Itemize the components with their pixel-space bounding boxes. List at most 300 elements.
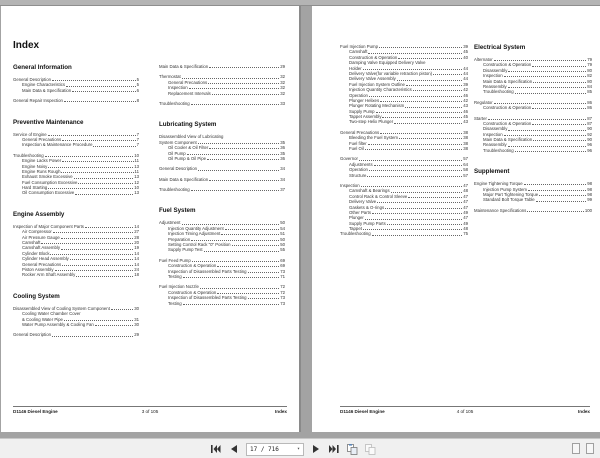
entry-title: Maintenance Specifications (474, 207, 527, 213)
entry-page-number: 40 (463, 54, 468, 60)
dot-leader (508, 146, 587, 147)
entry-page-number: 79 (587, 56, 592, 62)
index-group (159, 220, 285, 252)
dot-leader (504, 76, 587, 77)
dot-leader (413, 90, 462, 91)
entry-title: Inspection (168, 85, 188, 91)
dot-leader (72, 91, 135, 92)
entry-page-number: 36 (280, 145, 285, 151)
dot-leader (368, 53, 462, 54)
dot-leader (66, 86, 136, 87)
entry-title: Camshaft (22, 240, 41, 246)
entry-title: Camshaft Assembly (22, 245, 60, 251)
dot-leader (365, 149, 462, 150)
copy-icon (347, 444, 358, 455)
dropdown-arrow-icon[interactable]: ▾ (296, 446, 300, 452)
dot-leader (189, 88, 280, 89)
entry-page-number: 33 (280, 100, 285, 106)
index-entry[interactable] (159, 177, 285, 182)
entry-title: Inspection (340, 182, 360, 188)
dot-leader (532, 108, 586, 109)
entry-page-number: 46 (463, 92, 468, 98)
entry-page-number: 96 (587, 142, 592, 148)
entry-title: Troubleshooting (483, 147, 514, 153)
entry-page-number: 34 (280, 166, 285, 172)
index-group (474, 116, 592, 154)
section-spacer (159, 197, 285, 207)
entry-page-number: 27 (134, 229, 139, 235)
entry-title: Damping Valve Equipped Delivery Valve (349, 60, 426, 66)
dot-leader (372, 235, 463, 236)
first-page-button[interactable] (210, 443, 222, 455)
dot-leader (207, 159, 279, 160)
dot-leader (369, 96, 462, 97)
index-group (13, 306, 139, 328)
index-group (159, 177, 285, 182)
entry-title: Plunger (349, 215, 364, 221)
entry-title: Injection Quantity Characteristics (349, 87, 412, 93)
single-page-view-icon[interactable] (572, 443, 580, 454)
entry-title: Main Data & Specification (159, 63, 209, 69)
entry-page-number: 50 (280, 220, 285, 226)
entry-title: Troubleshooting (159, 187, 190, 193)
next-page-icon (313, 445, 319, 453)
entry-page-number: 38 (463, 129, 468, 135)
navigation-toolbar (0, 438, 600, 458)
dot-leader (61, 238, 133, 239)
entry-title: Fuel filter (349, 140, 367, 146)
entry-page-number: 29 (280, 63, 285, 69)
dot-leader (53, 232, 133, 233)
index-entry[interactable] (340, 173, 468, 178)
previous-page-icon (231, 445, 237, 453)
dot-leader (48, 167, 133, 168)
dot-leader (93, 146, 135, 147)
entry-page-number: 28 (134, 234, 139, 240)
index-group (340, 130, 468, 152)
entry-page-number: 79 (587, 62, 592, 68)
dot-leader (248, 272, 280, 273)
dot-leader (191, 240, 279, 241)
dot-leader (539, 195, 586, 196)
dot-leader (221, 234, 279, 235)
entry-page-number: 72 (280, 284, 285, 290)
index-group (13, 98, 139, 103)
index-entry[interactable] (340, 232, 468, 237)
footer-section: Index (274, 409, 287, 414)
entry-title: Injection Timing Adjustment (168, 231, 221, 237)
dot-leader (62, 161, 133, 162)
entry-title: Reassembly (483, 83, 507, 89)
entry-page-number: 12 (134, 179, 139, 185)
entry-title: Fuel Consumption Excessive (22, 179, 78, 185)
entry-title: Fuel Injection Nozzle (159, 284, 199, 290)
entry-page-number: 11 (134, 158, 139, 164)
entry-title: Troubleshooting (13, 152, 44, 158)
entry-page-number: 80 (587, 67, 592, 73)
entry-page-number: 96 (587, 147, 592, 153)
dot-leader (532, 66, 586, 67)
entry-title: Construction & Operation (168, 263, 217, 269)
entry-title: Inspection (483, 73, 503, 79)
entry-title: Inspection & Maintenance Procedure (22, 142, 93, 148)
entry-page-number: 30 (134, 321, 139, 327)
dot-leader (75, 194, 133, 195)
dot-leader (50, 254, 133, 255)
dot-leader (372, 213, 462, 214)
entry-title: Starter (474, 115, 487, 121)
dot-leader (62, 265, 133, 266)
entry-title: Tappet (349, 226, 362, 232)
index-group (474, 208, 592, 213)
index-entry[interactable] (159, 64, 285, 69)
entry-page-number: 47 (463, 182, 468, 188)
dot-leader (380, 101, 462, 102)
entry-page-number: 47 (463, 199, 468, 205)
index-entry[interactable] (159, 91, 285, 96)
entry-title: Supply Pump Test (168, 247, 203, 253)
index-entry[interactable] (13, 190, 139, 195)
entry-page-number: 38 (463, 140, 468, 146)
entry-title: & Cooling Water Pipe (22, 316, 63, 322)
entry-page-number: 7 (136, 131, 139, 137)
dot-leader (532, 124, 586, 125)
entry-title: Major Part Tightening Torque (483, 192, 539, 198)
dot-leader (363, 69, 463, 70)
entry-page-number: 80 (587, 78, 592, 84)
entry-page-number: 44 (463, 65, 468, 71)
section-spacer (13, 109, 139, 119)
entry-title: Water Pump Assembly & Cooling Fan (22, 321, 94, 327)
dot-leader (78, 183, 133, 184)
entry-page-number: 48 (463, 188, 468, 194)
entry-title: Adjustment (159, 220, 181, 226)
entry-page-number: 50 (280, 236, 285, 242)
last-page-icon (329, 445, 339, 453)
index-group (474, 100, 592, 111)
entry-title: Setting Control Rack "0" Position (168, 242, 231, 248)
index-group (159, 258, 285, 280)
entry-page-number: 45 (463, 114, 468, 120)
dot-leader (198, 143, 279, 144)
index-entry[interactable] (13, 142, 139, 147)
footer-section: Index (577, 409, 590, 414)
index-entry[interactable] (159, 101, 285, 106)
entry-page-number: 58 (463, 167, 468, 173)
entry-title: Fuel Injection System Outline (349, 81, 405, 87)
entry-title: Structure (349, 172, 367, 178)
entry-page-number: 46 (463, 108, 468, 114)
index-group (340, 156, 468, 178)
dot-leader (394, 123, 462, 124)
section-heading: Electrical System (474, 44, 526, 51)
section-spacer (13, 283, 139, 293)
entry-page-number: 14 (134, 256, 139, 262)
index-entry[interactable] (159, 166, 285, 171)
entry-page-number: 57 (463, 156, 468, 162)
entry-page-number: 20 (134, 240, 139, 246)
entry-title: Engine Lacks Power (22, 158, 62, 164)
index-column-2 (474, 44, 592, 228)
entry-title: Reassembly (483, 142, 507, 148)
dot-leader (191, 190, 280, 191)
index-group (474, 181, 592, 203)
dot-leader (74, 178, 134, 179)
entry-title: Air Pressure Gauge (22, 234, 60, 240)
entry-title: Piston Assembly (22, 266, 54, 272)
entry-page-number: 86 (587, 105, 592, 111)
entry-title: Tappet Assembly (349, 114, 382, 120)
index-entry[interactable] (159, 274, 285, 279)
bookmark-view-icon[interactable] (586, 443, 594, 454)
dot-leader (359, 160, 462, 161)
entry-page-number: 98 (587, 186, 592, 192)
section-heading: Supplement (474, 168, 510, 176)
last-page-button[interactable] (328, 443, 340, 455)
section-heading: General Information (13, 64, 72, 71)
dot-leader (385, 208, 462, 209)
section-spacer (474, 158, 592, 168)
entry-page-number: 92 (587, 131, 592, 137)
entry-page-number: 29 (134, 332, 139, 338)
entry-title: Disassembly (483, 126, 508, 132)
entry-title: Standard Bolt Torque Table (483, 197, 535, 203)
dot-leader (524, 184, 587, 185)
page-number-input[interactable] (246, 443, 304, 456)
index-entry[interactable] (13, 88, 139, 93)
previous-page-button[interactable] (228, 443, 240, 455)
index-entry[interactable] (474, 197, 592, 202)
entry-page-number: 8 (136, 98, 139, 104)
entry-title: Inspection of Disassembled Parts Testing (168, 268, 247, 274)
entry-title: Control Rack & Control Sleeve (349, 193, 408, 199)
index-entry[interactable] (340, 119, 468, 124)
entry-title: Camshaft & Bearings (349, 188, 390, 194)
entry-page-number: 64 (463, 161, 468, 167)
entry-title: Main Data & Specification (483, 137, 533, 143)
entry-page-number: 49 (463, 209, 468, 215)
section-heading: Lubricating System (159, 121, 217, 129)
entry-title: Preparation (168, 236, 191, 242)
entry-title: Camshaft (349, 49, 368, 55)
entry-title: Operation (349, 92, 368, 98)
entry-title: Cylinder Block (22, 250, 50, 256)
entry-title: General Description (159, 166, 197, 172)
next-page-button[interactable] (310, 443, 322, 455)
dot-leader (248, 298, 280, 299)
dot-leader (361, 186, 463, 187)
entry-title: Hard Starting (22, 185, 48, 191)
index-group (159, 166, 285, 171)
dot-leader (397, 80, 462, 81)
entry-page-number: 14 (134, 261, 139, 267)
dot-leader (41, 243, 133, 244)
dot-leader (494, 60, 587, 61)
index-entry[interactable] (159, 301, 285, 306)
entry-title: Construction & Operation (483, 62, 532, 68)
entry-page-number: 98 (587, 192, 592, 198)
dot-leader (433, 74, 462, 75)
entry-title: Cylinder Head Assembly (22, 256, 69, 262)
entry-title: Delivery Valve Assembly (349, 76, 396, 82)
entry-title: General Repair Inspection (13, 98, 63, 104)
entry-page-number: 71 (280, 273, 285, 279)
entry-page-number: 5 (136, 82, 139, 88)
entry-title: Two-step Helix Plunger (349, 119, 394, 125)
entry-title: Disassembly (483, 67, 508, 73)
entry-page-number: 32 (280, 85, 285, 91)
entry-page-number: 10 (134, 185, 139, 191)
entry-title: Oil Pump & Oil Pipe (168, 155, 206, 161)
entry-page-number: 13 (134, 190, 139, 196)
dot-leader (398, 58, 462, 59)
entry-page-number: 44 (463, 76, 468, 82)
index-group (159, 134, 285, 161)
entry-title: Construction & Operation (349, 54, 398, 60)
dot-leader (64, 320, 133, 321)
entry-title: Supply Pump Parts (349, 220, 386, 226)
entry-page-number: 99 (587, 197, 592, 203)
paste-page-button[interactable] (364, 443, 376, 455)
entry-title: Construction & Operation (483, 105, 532, 111)
dot-leader (363, 229, 462, 230)
entry-page-number: 49 (463, 220, 468, 226)
dot-leader (76, 276, 133, 277)
index-entry[interactable] (13, 332, 139, 337)
dot-leader (52, 336, 133, 337)
section-spacer (340, 242, 468, 252)
copy-page-button[interactable] (346, 443, 358, 455)
index-entry[interactable] (474, 208, 592, 213)
entry-page-number: 39 (463, 81, 468, 87)
entry-page-number: 43 (463, 103, 468, 109)
index-entry[interactable] (340, 146, 468, 151)
entry-page-number: 55 (280, 247, 285, 253)
section-heading: Preventive Maintenance (13, 118, 84, 126)
index-entry[interactable] (13, 272, 139, 277)
entry-page-number: 73 (280, 268, 285, 274)
entry-page-number: 44 (463, 70, 468, 76)
dot-leader (533, 140, 586, 141)
entry-title: General Precautions (22, 136, 62, 142)
section-spacer (474, 218, 592, 228)
entry-page-number: 42 (463, 97, 468, 103)
index-entry[interactable] (474, 105, 592, 110)
dot-leader (187, 154, 280, 155)
entry-title: Plunger Helixes (349, 97, 380, 103)
dot-leader (191, 104, 280, 105)
dot-leader (225, 229, 280, 230)
index-entry[interactable] (13, 322, 139, 327)
entry-page-number: 47 (463, 215, 468, 221)
index-entry[interactable] (474, 89, 592, 94)
entry-title: Supply Pump (349, 108, 375, 114)
entry-title: Adjustments (349, 161, 373, 167)
dot-leader (209, 67, 279, 68)
entry-title: Bleeding the Fuel System (349, 135, 398, 141)
dot-leader (182, 224, 280, 225)
entry-page-number: 31 (134, 316, 139, 322)
footer-document-name: D1146 Diesel Engine (13, 409, 58, 414)
section-heading: Fuel System (159, 207, 196, 215)
entry-title: Air Compressor (22, 229, 52, 235)
index-column-1 (13, 64, 139, 353)
entry-title: General Description (13, 332, 51, 338)
entry-page-number: 35 (280, 139, 285, 145)
index-group (340, 183, 468, 237)
dot-leader (533, 82, 586, 83)
entry-page-number: 50 (280, 242, 285, 248)
entry-page-number: 73 (280, 300, 285, 306)
entry-title: Inspection (483, 131, 503, 137)
entry-title: Engine Tightening Torque (474, 181, 523, 187)
dot-leader (504, 135, 587, 136)
entry-page-number: 87 (587, 120, 592, 126)
dot-leader (192, 261, 279, 262)
dot-leader (408, 197, 462, 198)
entry-title: Holder (349, 65, 362, 71)
section-spacer (159, 111, 285, 121)
entry-page-number: 69 (280, 263, 285, 269)
dot-leader (217, 293, 279, 294)
index-entry[interactable] (159, 156, 285, 161)
entry-page-number: 11 (134, 168, 139, 174)
entry-page-number: 34 (280, 176, 285, 182)
dot-leader (406, 85, 462, 86)
footer-page-number: 4 of 105 (456, 409, 474, 414)
index-entry[interactable] (474, 148, 592, 153)
section-heading: Engine Assembly (13, 210, 65, 218)
entry-title: Delivery Valve(for variable retraction piston) (349, 70, 433, 76)
dot-leader (64, 101, 136, 102)
index-group (13, 77, 139, 93)
entry-title: Construction & Operation (483, 120, 532, 126)
entry-page-number: 72 (280, 289, 285, 295)
entry-page-number: 47 (463, 193, 468, 199)
entry-title: System Component (159, 139, 197, 145)
dot-leader (527, 211, 584, 212)
entry-title: General Description (13, 76, 51, 82)
entry-page-number: 5 (136, 76, 139, 82)
entry-title: Delivery Valve (349, 199, 377, 205)
index-group (159, 101, 285, 106)
entry-title: Injection Pump System (483, 186, 527, 192)
index-entry[interactable] (159, 247, 285, 252)
entry-title: Oil Pump (168, 150, 186, 156)
dot-leader (62, 140, 135, 141)
entry-title: Replacement Intervals (168, 90, 211, 96)
entry-title: Troubleshooting (483, 89, 514, 95)
dot-leader (70, 259, 133, 260)
index-entry[interactable] (13, 98, 139, 103)
index-column-1 (340, 44, 468, 252)
entry-page-number: 32 (280, 79, 285, 85)
index-group (13, 132, 139, 148)
entry-title: Regulator (474, 99, 493, 105)
dot-leader (369, 170, 462, 171)
section-spacer (13, 201, 139, 211)
entry-page-number: 86 (587, 99, 592, 105)
index-group (159, 74, 285, 96)
entry-page-number: 45 (463, 49, 468, 55)
entry-page-number: 43 (463, 119, 468, 125)
entry-title: Fuel Feed Pump (159, 257, 191, 263)
entry-title: Fuel Oil (349, 146, 364, 152)
index-entry[interactable] (159, 187, 285, 192)
dot-leader (232, 245, 280, 246)
dot-leader (405, 107, 462, 108)
entry-page-number: 100 (584, 207, 592, 213)
